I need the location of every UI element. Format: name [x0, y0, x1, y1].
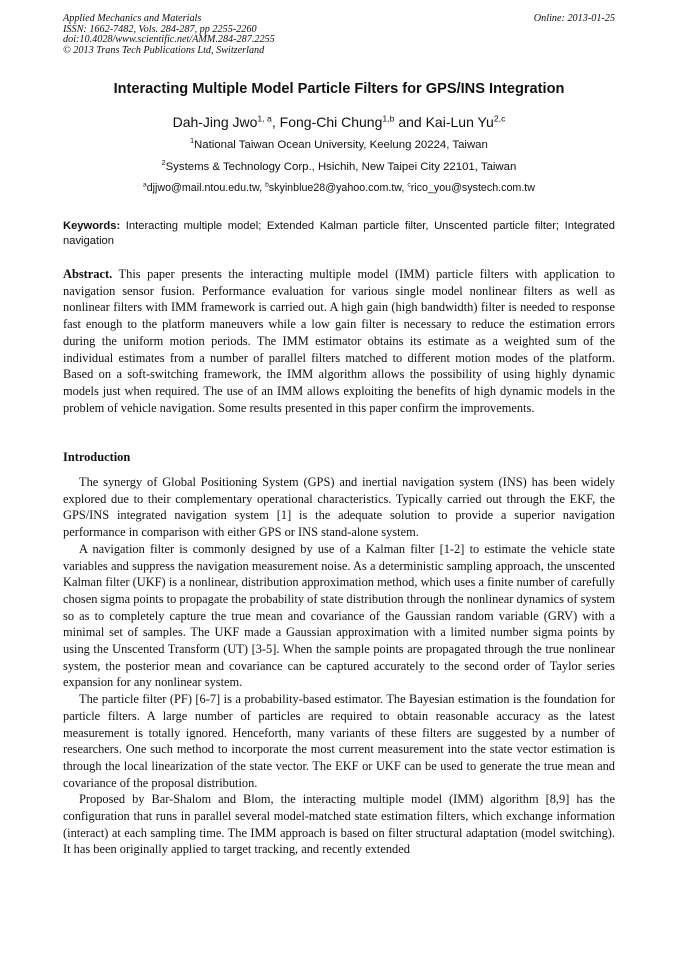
keywords-section — [63, 219, 615, 248]
author-name: Kai-Lun Yu — [425, 114, 494, 130]
author-superscript: 1,b — [382, 113, 395, 124]
paragraph: The particle filter (PF) [6-7] is a probability-based estimator. The Bayesian estimation is the foundation for particle filters. A large number of particles are required to obtain reasonable accuracy as the latest measurement is totally ignored. Henceforth, many variants of these filters are suggested by a number of researchers. One such method to incorporate the most current measurement into the state vector estimation is through the local linearization of the state vector. The EKF or UKF can be used to generate the true mean and covariance of the proposal distribution. — [63, 692, 615, 790]
affiliation-superscript: 1 — [190, 138, 195, 146]
introduction-body — [63, 474, 615, 858]
affiliation-superscript: 2 — [161, 160, 166, 168]
author-superscript: 2,c — [493, 113, 506, 124]
email-list — [40, 182, 638, 194]
abstract-section — [63, 266, 615, 416]
email-separator: , — [259, 182, 266, 194]
author-list — [40, 114, 638, 130]
email-address[interactable]: skyinblue28@yahoo.com.tw — [268, 182, 402, 194]
affiliation-2 — [40, 161, 638, 173]
email-address[interactable]: djjwo@mail.ntou.edu.tw — [146, 182, 260, 194]
paragraph: The synergy of Global Positioning System (GPS) and inertial navigation system (INS) has been widely explored due to their complementary operational characteristics. Typically carried out through the EKF, the GPS/INS integrated navigation system [1] is the adequate solution to provide a superior navigation performance in comparison with either GPS or INS stand-alone system. — [63, 475, 615, 540]
email-superscript: a — [143, 181, 147, 189]
paper-title: Interacting Multiple Model Particle Filters for GPS/INS Integration — [113, 81, 565, 97]
email-address[interactable]: rico_you@systech.com.tw — [410, 182, 535, 194]
author-name: Dah-Jing Jwo — [172, 114, 258, 130]
email-superscript: c — [407, 181, 411, 189]
issn-line: ISSN: 1662-7482, Vols. 284-287, pp 2255-2260 — [63, 23, 257, 35]
author-separator: and — [394, 114, 426, 130]
author-separator: , — [271, 114, 280, 130]
journal-name: Applied Mechanics and Materials — [63, 13, 202, 24]
section-heading-introduction: Introduction — [63, 450, 131, 464]
paragraph: Proposed by Bar-Shalom and Blom, the interacting multiple model (IMM) algorithm [8,9] has the configuration that runs in parallel several model-matched state estimation filters, which exchange information (interact) at each sampling time. The IMM approach is based on filter structural adaptation (model switching). It has been originally applied to target tracking, and recently extended — [63, 792, 615, 857]
online-date: Online: 2013-01-25 — [533, 13, 615, 24]
email-superscript: b — [265, 181, 269, 189]
affiliation-text: National Taiwan Ocean University, Keelung 20224, Taiwan — [194, 139, 488, 151]
paragraph: A navigation filter is commonly designed by use of a Kalman filter [1-2] to estimate the vehicle state variables and suppress the navigation measurement noise. As a deterministic sampling approach, the unscented Kalman filter (UKF) is a nonlinear, distribution approximation method, which uses a finite number of carefully chosen sigma points to propagate the probability of state distribution through the nonlinear dynamics of system so as to completely capture the true mean and covariance of the Gaussian random variable (GRV) with a minimal set of samples. The UKF made a Gaussian approximation with a limited number sigma points by using the Unscented Transform (UT) [3-5]. When the sample points are propagated through the true nonlinear system, the posterior mean and covariance can be captured accurately to the second order of Taylor series expansion for any nonlinear system. — [63, 541, 615, 690]
affiliation-1 — [40, 139, 638, 151]
keywords-label: Keywords: — [63, 220, 121, 232]
journal-header — [63, 14, 615, 56]
abstract-text: This paper presents the interacting multiple model (IMM) particle filters with application to navigation sensor fusion. Performance evaluation for various single model nonlinear filters as well as nonlinear filters with IMM framework is carried out. A high gain (high bandwidth) filter is needed to response fast enough to the platform maneuvers while a low gain filter is necessary to reduce the estimation errors during the uniform motion periods. The IMM estimator obtains its estimate as a weighted sum of the individual estimates from a number of parallel filters matched to different motion modes of the platform. Based on a soft-switching framework, the IMM algorithm allows the possibility of using highly dynamic models just when required. The use of an IMM allows exploiting the benefits of high dynamic models in the problem of vehicle navigation. Some results presented in this paper confirm the improvements. — [63, 267, 615, 415]
email-separator: , — [401, 182, 408, 194]
author-name: Fong-Chi Chung — [279, 114, 383, 130]
abstract-label: Abstract. — [63, 267, 113, 281]
doi-line: doi:10.4028/www.scientific.net/AMM.284-287.2255 — [63, 34, 275, 46]
affiliation-text: Systems & Technology Corp., Hsichih, New Taipei City 22101, Taiwan — [165, 161, 517, 173]
keywords-text: Interacting multiple model; Extended Kalman particle filter, Unscented particle filter; Integrated navigation — [63, 220, 615, 247]
author-superscript: 1, a — [257, 113, 272, 124]
copyright-line: © 2013 Trans Tech Publications Ltd, Switzerland — [63, 44, 265, 56]
